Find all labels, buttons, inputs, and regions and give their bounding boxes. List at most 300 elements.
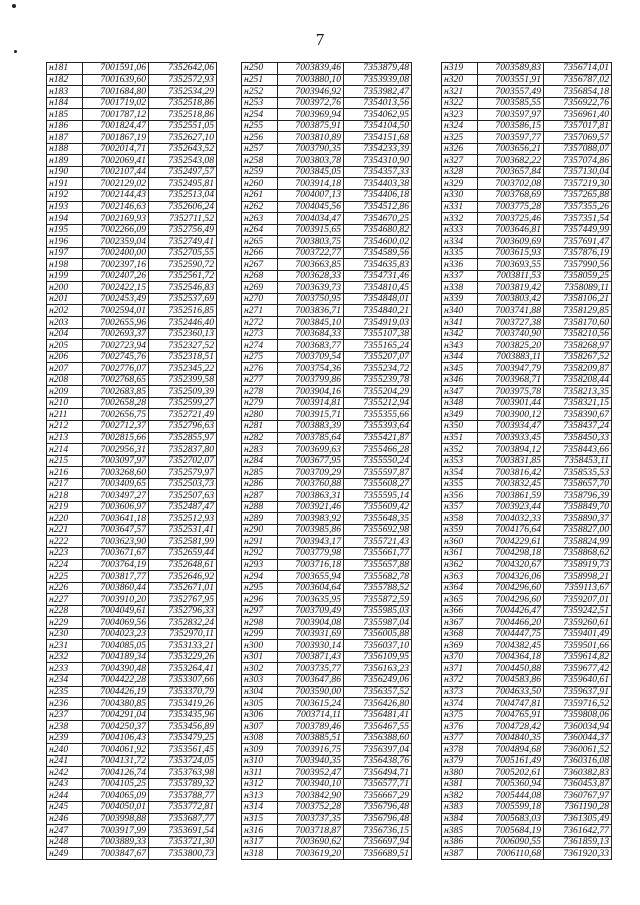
x-coordinate: 7004061,92: [83, 744, 149, 756]
point-id: н354: [442, 467, 478, 479]
x-coordinate: 7003690,62: [278, 836, 344, 848]
point-id: н256: [242, 132, 278, 144]
coordinates-table-column-3: [441, 62, 612, 860]
x-coordinate: 7004450,88: [478, 663, 544, 675]
y-coordinate: 7354810,45: [344, 282, 412, 294]
y-coordinate: 7355550,24: [344, 455, 412, 467]
x-coordinate: 7003923,44: [478, 501, 544, 513]
y-coordinate: 7357074,86: [544, 155, 612, 167]
table-row: [47, 178, 217, 190]
x-coordinate: 7004390,48: [83, 663, 149, 675]
table-row: [442, 594, 612, 606]
table-row: [47, 732, 217, 744]
table-row: [47, 721, 217, 733]
x-coordinate: 7003825,20: [478, 340, 544, 352]
x-coordinate: 7002359,04: [83, 236, 149, 248]
y-coordinate: 7355721,43: [344, 536, 412, 548]
x-coordinate: 7002400,00: [83, 247, 149, 259]
table-row: [442, 120, 612, 132]
table-row: [442, 293, 612, 305]
point-id: н286: [242, 478, 278, 490]
y-coordinate: 7352516,85: [149, 305, 217, 317]
point-id: н385: [442, 825, 478, 837]
point-id: н336: [442, 259, 478, 271]
point-id: н202: [47, 305, 83, 317]
y-coordinate: 7352767,95: [149, 594, 217, 606]
table-row: [442, 305, 612, 317]
table-row: [442, 132, 612, 144]
point-id: н310: [242, 755, 278, 767]
table-row: [47, 674, 217, 686]
point-id: н358: [442, 513, 478, 525]
x-coordinate: 7004447,75: [478, 628, 544, 640]
x-coordinate: 7003551,91: [478, 74, 544, 86]
x-coordinate: 7003871,43: [278, 651, 344, 663]
table-row: [47, 836, 217, 848]
y-coordinate: 7356961,40: [544, 109, 612, 121]
point-id: н320: [442, 74, 478, 86]
point-id: н360: [442, 536, 478, 548]
x-coordinate: 7003663,85: [278, 259, 344, 271]
table-row: [242, 640, 412, 652]
y-coordinate: 7356854,18: [544, 86, 612, 98]
table-row: [242, 790, 412, 802]
x-coordinate: 7003775,28: [478, 201, 544, 213]
y-coordinate: 7352627,10: [149, 132, 217, 144]
y-coordinate: 7355608,27: [344, 478, 412, 490]
table-row: [442, 709, 612, 721]
point-id: н189: [47, 155, 83, 167]
table-row: [47, 501, 217, 513]
y-coordinate: 7356796,48: [344, 813, 412, 825]
x-coordinate: 7003760,88: [278, 478, 344, 490]
x-coordinate: 7003943,17: [278, 536, 344, 548]
y-coordinate: 7359637,91: [544, 686, 612, 698]
table-row: [442, 559, 612, 571]
page-number: 7: [315, 30, 325, 49]
point-id: н192: [47, 190, 83, 202]
y-coordinate: 7358213,35: [544, 386, 612, 398]
point-id: н204: [47, 328, 83, 340]
y-coordinate: 7354013,56: [344, 97, 412, 109]
x-coordinate: 7001867,19: [83, 132, 149, 144]
x-coordinate: 7003930,14: [278, 640, 344, 652]
point-id: н207: [47, 363, 83, 375]
table-row: [442, 790, 612, 802]
y-coordinate: 7358890,37: [544, 513, 612, 525]
point-id: н183: [47, 86, 83, 98]
x-coordinate: 7003832,45: [478, 478, 544, 490]
x-coordinate: 7003639,73: [278, 282, 344, 294]
table-row: [47, 628, 217, 640]
y-coordinate: 7357265,88: [544, 190, 612, 202]
point-id: н316: [242, 825, 278, 837]
x-coordinate: 7002069,41: [83, 155, 149, 167]
x-coordinate: 7001824,47: [83, 120, 149, 132]
y-coordinate: 7352446,40: [149, 317, 217, 329]
point-id: н242: [47, 767, 83, 779]
table-row: [47, 224, 217, 236]
x-coordinate: 7003968,71: [478, 374, 544, 386]
table-row: [47, 571, 217, 583]
point-id: н365: [442, 594, 478, 606]
y-coordinate: 7355985,03: [344, 605, 412, 617]
table-row: [47, 236, 217, 248]
table-row: [242, 524, 412, 536]
point-id: н340: [442, 305, 478, 317]
y-coordinate: 7353721,30: [149, 836, 217, 848]
point-id: н356: [442, 490, 478, 502]
table-row: [47, 386, 217, 398]
point-id: н231: [47, 640, 83, 652]
x-coordinate: 7003845,10: [278, 317, 344, 329]
x-coordinate: 7005684,19: [478, 825, 544, 837]
table-row: [442, 397, 612, 409]
y-coordinate: 7358209,87: [544, 363, 612, 375]
y-coordinate: 7353939,08: [344, 74, 412, 86]
point-id: н268: [242, 270, 278, 282]
point-id: н186: [47, 120, 83, 132]
y-coordinate: 7359207,01: [544, 594, 612, 606]
y-coordinate: 7352534,29: [149, 86, 217, 98]
table-row: [47, 524, 217, 536]
point-id: н210: [47, 397, 83, 409]
x-coordinate: 7005444,08: [478, 790, 544, 802]
y-coordinate: 7355597,87: [344, 467, 412, 479]
y-coordinate: 7358268,97: [544, 340, 612, 352]
point-id: н221: [47, 524, 83, 536]
x-coordinate: 7003914,18: [278, 178, 344, 190]
table-row: [242, 594, 412, 606]
x-coordinate: 7004422,28: [83, 674, 149, 686]
x-coordinate: 7003709,54: [278, 351, 344, 363]
point-id: н307: [242, 721, 278, 733]
y-coordinate: 7354104,50: [344, 120, 412, 132]
table-row: [47, 259, 217, 271]
y-coordinate: 7352513,04: [149, 190, 217, 202]
x-coordinate: 7003597,77: [478, 132, 544, 144]
y-coordinate: 7356577,71: [344, 778, 412, 790]
y-coordinate: 7361920,33: [544, 848, 612, 860]
table-row: [242, 293, 412, 305]
point-id: н292: [242, 547, 278, 559]
point-id: н211: [47, 409, 83, 421]
x-coordinate: 7003816,42: [478, 467, 544, 479]
x-coordinate: 7004466,20: [478, 617, 544, 629]
point-id: н351: [442, 432, 478, 444]
y-coordinate: 7359113,67: [544, 582, 612, 594]
point-id: н249: [47, 848, 83, 860]
table-row: [442, 732, 612, 744]
x-coordinate: 7003677,95: [278, 455, 344, 467]
x-coordinate: 7003885,51: [278, 732, 344, 744]
y-coordinate: 7360044,37: [544, 732, 612, 744]
y-coordinate: 7354310,90: [344, 155, 412, 167]
point-id: н216: [47, 467, 83, 479]
y-coordinate: 7352711,52: [149, 213, 217, 225]
y-coordinate: 7357355,26: [544, 201, 612, 213]
y-coordinate: 7352590,72: [149, 259, 217, 271]
x-coordinate: 7003656,21: [478, 143, 544, 155]
point-id: н279: [242, 397, 278, 409]
y-coordinate: 7357017,81: [544, 120, 612, 132]
y-coordinate: 7359242,51: [544, 605, 612, 617]
point-id: н264: [242, 224, 278, 236]
point-id: н255: [242, 120, 278, 132]
y-coordinate: 7356037,10: [344, 640, 412, 652]
point-id: н193: [47, 201, 83, 213]
x-coordinate: 7001591,06: [83, 63, 149, 75]
table-row: [47, 190, 217, 202]
x-coordinate: 7003615,93: [478, 247, 544, 259]
table-row: [242, 848, 412, 860]
x-coordinate: 7003684,33: [278, 328, 344, 340]
table-row: [47, 270, 217, 282]
point-id: н361: [442, 547, 478, 559]
table-row: [442, 386, 612, 398]
point-id: н346: [442, 374, 478, 386]
x-coordinate: 7003557,49: [478, 86, 544, 98]
x-coordinate: 7002683,85: [83, 386, 149, 398]
point-id: н312: [242, 778, 278, 790]
point-id: н335: [442, 247, 478, 259]
point-id: н195: [47, 224, 83, 236]
table-row: [47, 282, 217, 294]
table-row: [442, 467, 612, 479]
y-coordinate: 7356667,29: [344, 790, 412, 802]
table-row: [442, 236, 612, 248]
y-coordinate: 7359614,82: [544, 651, 612, 663]
y-coordinate: 7358824,99: [544, 536, 612, 548]
y-coordinate: 7354589,56: [344, 247, 412, 259]
x-coordinate: 7003657,84: [478, 166, 544, 178]
point-id: н327: [442, 155, 478, 167]
x-coordinate: 7004105,25: [83, 778, 149, 790]
table-row: [442, 674, 612, 686]
table-row: [442, 340, 612, 352]
point-id: н338: [442, 282, 478, 294]
y-coordinate: 7358321,15: [544, 397, 612, 409]
x-coordinate: 7003790,35: [278, 143, 344, 155]
point-id: н311: [242, 767, 278, 779]
x-coordinate: 7005202,61: [478, 767, 544, 779]
table-row: [242, 420, 412, 432]
point-id: н382: [442, 790, 478, 802]
table-row: [442, 721, 612, 733]
point-id: н212: [47, 420, 83, 432]
table-row: [47, 109, 217, 121]
y-coordinate: 7355393,64: [344, 420, 412, 432]
table-row: [242, 732, 412, 744]
x-coordinate: 7002656,75: [83, 409, 149, 421]
y-coordinate: 7358443,66: [544, 444, 612, 456]
x-coordinate: 7003983,92: [278, 513, 344, 525]
y-coordinate: 7360034,94: [544, 721, 612, 733]
point-id: н240: [47, 744, 83, 756]
x-coordinate: 7003754,36: [278, 363, 344, 375]
y-coordinate: 7358535,53: [544, 467, 612, 479]
y-coordinate: 7352531,41: [149, 524, 217, 536]
y-coordinate: 7352756,49: [149, 224, 217, 236]
table-row: [442, 686, 612, 698]
x-coordinate: 7003803,42: [478, 293, 544, 305]
x-coordinate: 7003725,46: [478, 213, 544, 225]
point-id: н263: [242, 213, 278, 225]
point-id: н298: [242, 617, 278, 629]
table-row: [242, 386, 412, 398]
table-row: [242, 571, 412, 583]
point-id: н272: [242, 317, 278, 329]
y-coordinate: 7358827,00: [544, 524, 612, 536]
y-coordinate: 7357876,19: [544, 247, 612, 259]
table-row: [47, 582, 217, 594]
y-coordinate: 7356481,41: [344, 709, 412, 721]
point-id: н191: [47, 178, 83, 190]
y-coordinate: 7355107,38: [344, 328, 412, 340]
x-coordinate: 7002658,28: [83, 397, 149, 409]
x-coordinate: 7004131,72: [83, 755, 149, 767]
table-row: [47, 340, 217, 352]
x-coordinate: 7004126,74: [83, 767, 149, 779]
y-coordinate: 7361190,28: [544, 802, 612, 814]
x-coordinate: 7003628,33: [278, 270, 344, 282]
x-coordinate: 7003268,60: [83, 467, 149, 479]
y-coordinate: 7359501,66: [544, 640, 612, 652]
y-coordinate: 7353264,41: [149, 663, 217, 675]
x-coordinate: 7003623,90: [83, 536, 149, 548]
x-coordinate: 7004364,18: [478, 651, 544, 663]
y-coordinate: 7352327,52: [149, 340, 217, 352]
x-coordinate: 7003750,95: [278, 293, 344, 305]
table-row: [47, 467, 217, 479]
table-row: [442, 490, 612, 502]
x-coordinate: 7001639,60: [83, 74, 149, 86]
x-coordinate: 7001684,80: [83, 86, 149, 98]
table-row: [442, 317, 612, 329]
y-coordinate: 7356426,80: [344, 698, 412, 710]
point-id: н374: [442, 698, 478, 710]
point-id: н383: [442, 802, 478, 814]
x-coordinate: 7003586,15: [478, 120, 544, 132]
table-row: [47, 790, 217, 802]
x-coordinate: 7003785,64: [278, 432, 344, 444]
y-coordinate: 7356494,71: [344, 767, 412, 779]
point-id: н331: [442, 201, 478, 213]
point-id: н274: [242, 340, 278, 352]
x-coordinate: 7003803,75: [278, 236, 344, 248]
table-row: [242, 120, 412, 132]
table-row: [47, 397, 217, 409]
table-row: [47, 559, 217, 571]
table-row: [442, 201, 612, 213]
y-coordinate: 7353800,73: [149, 848, 217, 860]
table-row: [242, 201, 412, 213]
point-id: н329: [442, 178, 478, 190]
table-row: [442, 86, 612, 98]
y-coordinate: 7353691,54: [149, 825, 217, 837]
table-row: [47, 351, 217, 363]
table-row: [47, 432, 217, 444]
y-coordinate: 7352345,22: [149, 363, 217, 375]
table-row: [242, 178, 412, 190]
x-coordinate: 7004296,60: [478, 594, 544, 606]
y-coordinate: 7352599,27: [149, 397, 217, 409]
table-row: [242, 767, 412, 779]
y-coordinate: 7359677,42: [544, 663, 612, 675]
point-id: н248: [47, 836, 83, 848]
table-row: [242, 663, 412, 675]
y-coordinate: 7358089,11: [544, 282, 612, 294]
table-row: [442, 143, 612, 155]
table-row: [242, 247, 412, 259]
point-id: н252: [242, 86, 278, 98]
y-coordinate: 7355204,29: [344, 386, 412, 398]
table-row: [242, 467, 412, 479]
y-coordinate: 7355466,28: [344, 444, 412, 456]
x-coordinate: 7003810,89: [278, 132, 344, 144]
point-id: н220: [47, 513, 83, 525]
point-id: н322: [442, 97, 478, 109]
scan-dot-mark: [14, 50, 17, 53]
table-row: [47, 709, 217, 721]
table-row: [442, 178, 612, 190]
x-coordinate: 7004380,85: [83, 698, 149, 710]
scan-dot-mark: [12, 4, 16, 8]
point-id: н301: [242, 651, 278, 663]
x-coordinate: 7001787,12: [83, 109, 149, 121]
table-row: [242, 836, 412, 848]
x-coordinate: 7004426,47: [478, 605, 544, 617]
point-id: н339: [442, 293, 478, 305]
x-coordinate: 7003880,10: [278, 74, 344, 86]
point-id: н199: [47, 270, 83, 282]
table-row: [47, 513, 217, 525]
y-coordinate: 7355609,42: [344, 501, 412, 513]
x-coordinate: 7002107,44: [83, 166, 149, 178]
point-id: н345: [442, 363, 478, 375]
table-row: [47, 686, 217, 698]
table-row: [442, 813, 612, 825]
y-coordinate: 7354635,83: [344, 259, 412, 271]
y-coordinate: 7360382,83: [544, 767, 612, 779]
x-coordinate: 7002712,37: [83, 420, 149, 432]
y-coordinate: 7360453,87: [544, 778, 612, 790]
x-coordinate: 7005599,18: [478, 802, 544, 814]
x-coordinate: 7002014,71: [83, 143, 149, 155]
point-id: н215: [47, 455, 83, 467]
table-row: [47, 490, 217, 502]
point-id: н196: [47, 236, 83, 248]
point-id: н297: [242, 605, 278, 617]
y-coordinate: 7358106,21: [544, 293, 612, 305]
point-id: н319: [442, 63, 478, 75]
y-coordinate: 7357130,04: [544, 166, 612, 178]
x-coordinate: 7003718,87: [278, 825, 344, 837]
y-coordinate: 7354151,68: [344, 132, 412, 144]
point-id: н344: [442, 351, 478, 363]
y-coordinate: 7354062,95: [344, 109, 412, 121]
point-id: н203: [47, 317, 83, 329]
y-coordinate: 7353687,77: [149, 813, 217, 825]
point-id: н288: [242, 501, 278, 513]
y-coordinate: 7355682,78: [344, 571, 412, 583]
y-coordinate: 7355212,94: [344, 397, 412, 409]
y-coordinate: 7352721,49: [149, 409, 217, 421]
point-id: н190: [47, 166, 83, 178]
table-row: [242, 778, 412, 790]
point-id: н308: [242, 732, 278, 744]
table-row: [242, 432, 412, 444]
